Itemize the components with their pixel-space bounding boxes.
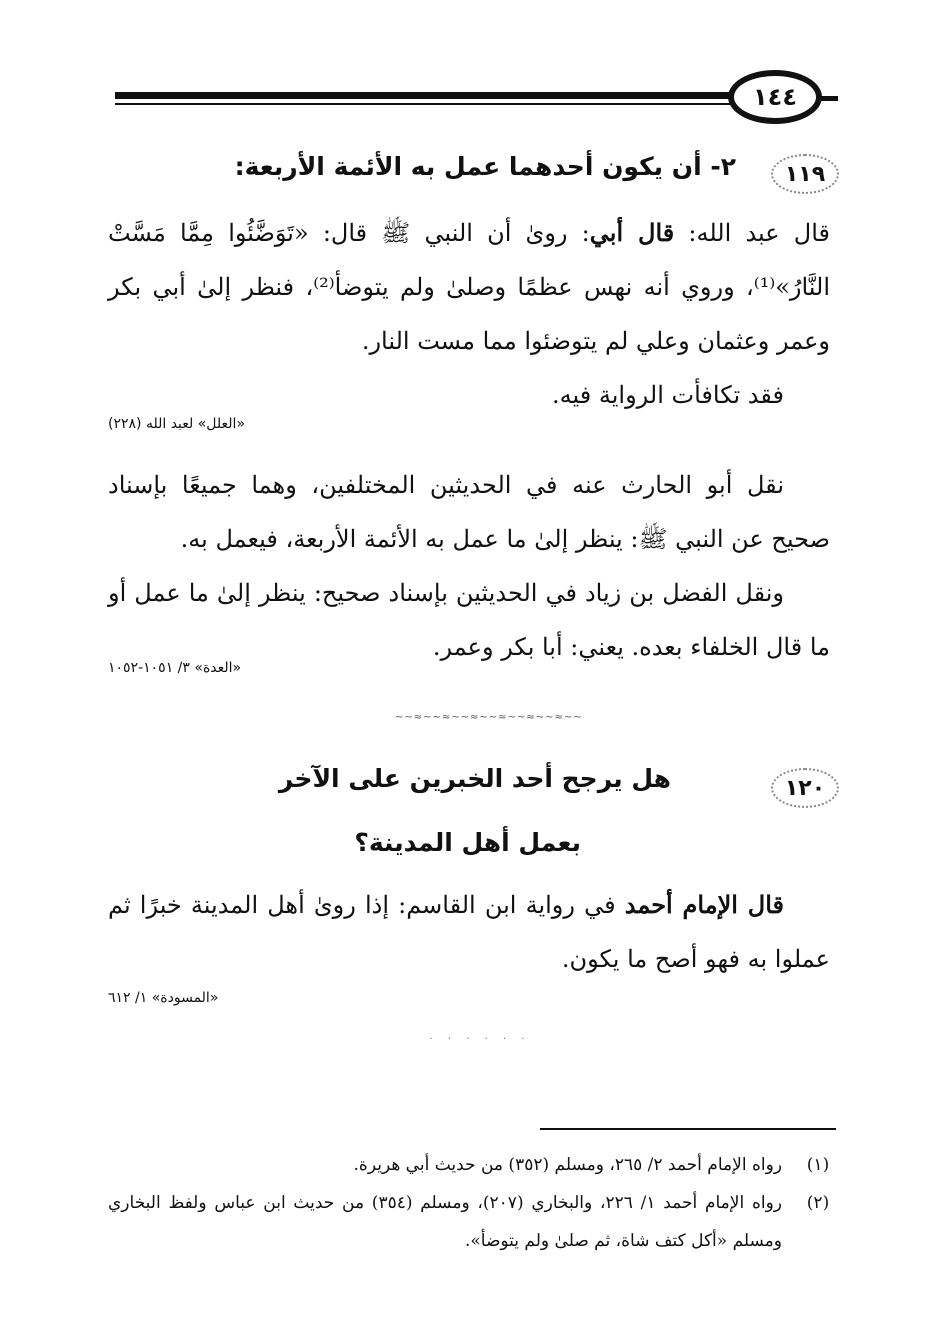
footnote-number: (١) [806,1155,830,1175]
paragraph [108,206,830,368]
footnote [108,1184,830,1260]
paragraph [108,878,830,986]
divider-ornament: ~~≈~~≈~~≈~~≈~~≈~~≈~~ [395,712,583,723]
header-rule-thick [115,92,730,99]
paragraph-text: : رویٰ أن النبي ﷺ قال: «تَوَضَّئُوا مِمَّا مَسَّتْ النَّارُ»⁽¹⁾، وروي أنه نهس عظمًا وصلىٰ ولم يتوضأ⁽²⁾، فنظر إلىٰ أبي بكر وعمر وعثمان وعلي لم يتوضئوا مما مست النار. [108,219,831,355]
entry-number-badge: ١٢٠ [771,768,839,808]
paragraph-text: في رواية ابن القاسم: إذا روىٰ أهل المدينة خبرًا ثم عملوا به فهو أصح ما يكون. [108,891,830,973]
paragraph: نقل أبو الحارث عنه في الحديثين المختلفين، وهما جميعًا بإسناد صحيح عن النبي ﷺ: ينظر إلىٰ ما عمل به الأئمة الأربعة، فيعمل به. [108,471,830,553]
header-rule-stub [820,96,838,101]
source-citation: «العدة» ٣/ ١٠٥١-١٠٥٢ [108,660,242,676]
paragraph: ونقل الفضل بن زياد في الحديثين بإسناد صحيح: ينظر إلىٰ ما عمل أو ما قال الخلفاء بعده. يعني: أبا بكر وعمر. [108,579,830,661]
section-heading: هل يرجح أحد الخبرين على الآخر [278,764,671,793]
source-citation: «المسودة» ١/ ٦١٢ [108,990,219,1006]
page-number: ١٤٤ [728,70,822,124]
footnote-text: رواه الإمام أحمد ١/ ٢٢٦، والبخاري (٢٠٧)، ومسلم (٣٥٤) من حديث ابن عباس ولفظ البخاري ومسلم «أكل كتف شاة، ثم صلىٰ ولم يتوضأ». [108,1193,783,1251]
divider-dots: · · · · · · [429,1034,531,1045]
entry-number-badge: ١١٩ [771,154,839,194]
source-citation: «العلل» لعبد الله (٢٢٨) [108,416,246,432]
section-heading: ٢- أن يكون أحدهما عمل به الأئمة الأربعة: [234,152,736,181]
footnote [108,1146,830,1184]
paragraph: فقد تكافأت الرواية فيه. [552,381,784,409]
footnote-rule [540,1128,836,1130]
footnote-number: (٢) [806,1193,830,1213]
paragraph-bold-text: قال الإمام أحمد [624,890,785,919]
section-heading: بعمل أهل المدينة؟ [354,828,581,857]
paragraph-bold-text: قال أبي [589,218,675,247]
header-rule-thin [115,103,730,105]
paragraph-text: قال عبد الله: [674,219,830,247]
footnote-text: رواه الإمام أحمد ٢/ ٢٦٥، ومسلم (٣٥٢) من حديث أبي هريرة. [353,1155,782,1175]
